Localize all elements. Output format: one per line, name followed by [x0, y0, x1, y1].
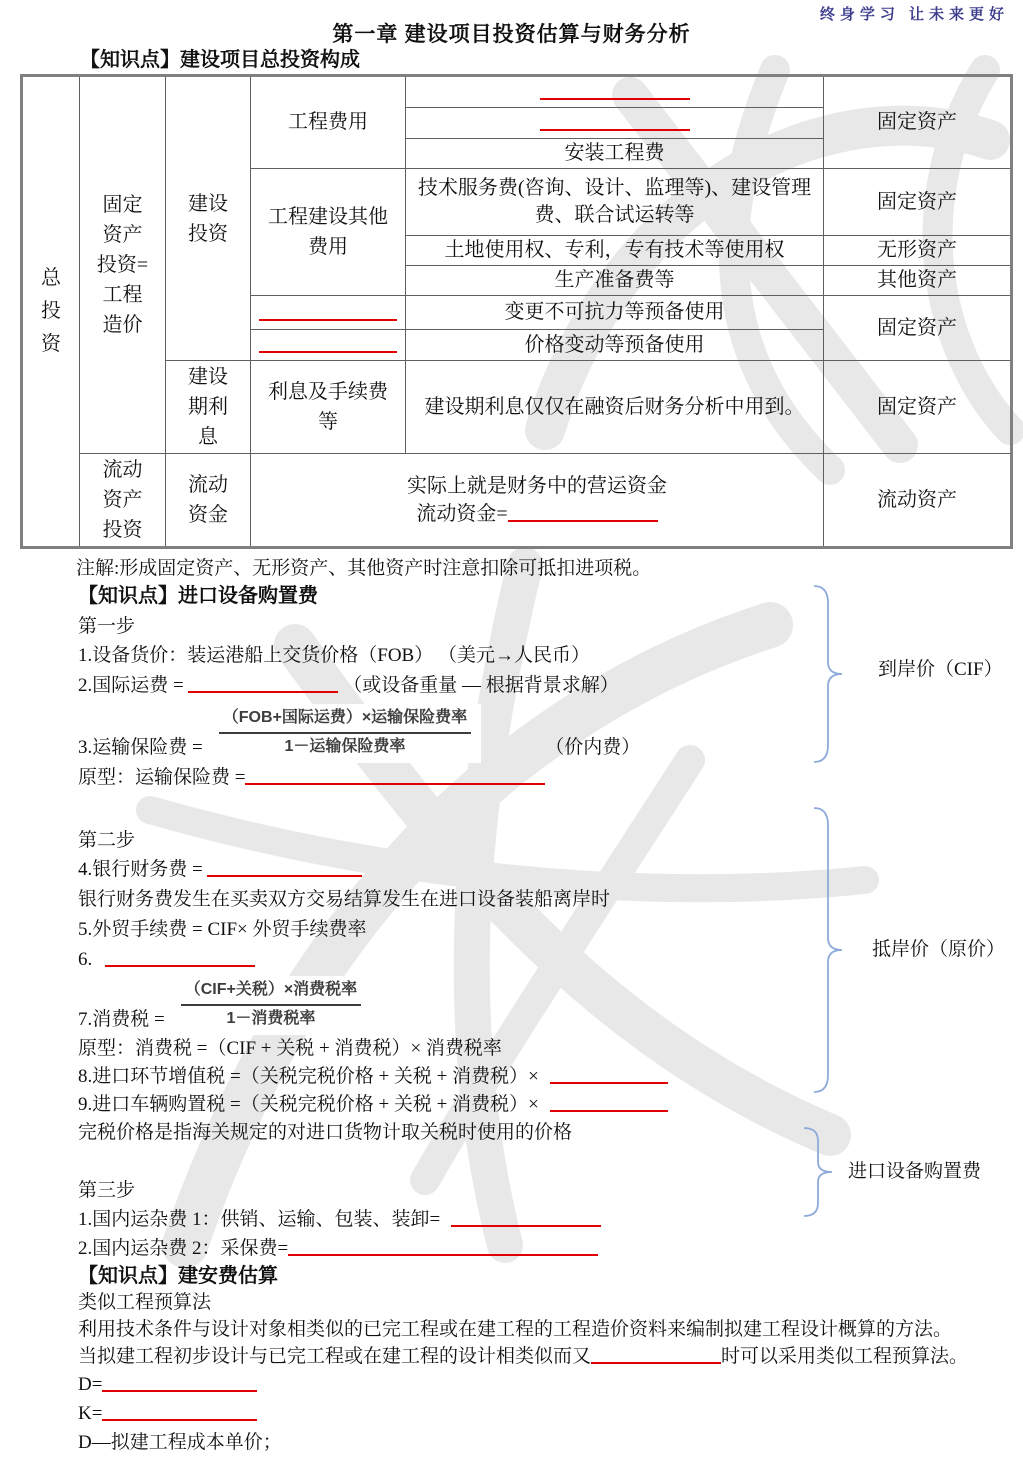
step2-line7: 8.进口环节增值税 =（关税完税价格 + 关税 + 消费税）×	[78, 1063, 1015, 1091]
cell-fixed-assets-1: 固定资产	[824, 76, 1012, 169]
step3-line2: 2.国内运杂费 2：采保费=	[78, 1234, 1015, 1263]
cell-construction-interest: 建设期利息	[166, 361, 251, 454]
blank-underline	[245, 764, 545, 785]
step1-title: 第一步	[78, 616, 136, 637]
cell-tech-service: 技术服务费(咨询、设计、监理等)、建设管理费、联合试运转等	[406, 169, 824, 236]
step2-line9: 完税价格是指海关规定的对进口货物计取关税时使用的价格	[78, 1122, 573, 1143]
cell-change-reserve: 变更不可抗力等预备使用	[406, 296, 824, 330]
d-line: D=	[78, 1370, 1015, 1399]
heading-kp3: 【知识点】建安费估算	[78, 1265, 278, 1287]
step2-line1: 4.银行财务费 =	[78, 855, 1015, 885]
cell-other-cost: 工程建设其他费用	[251, 169, 406, 296]
page-title: 第一章 建设项目投资估算与财务分析	[332, 22, 691, 46]
blank-underline	[105, 946, 255, 967]
cell-intangible-assets: 无形资产	[824, 236, 1012, 266]
blank-underline	[550, 1091, 668, 1112]
origin-price-brace	[812, 805, 852, 1095]
cell-working-capital: 流动资金	[166, 454, 251, 548]
blank-underline	[259, 331, 397, 353]
blank-underline	[207, 856, 362, 877]
cell-interest-note: 建设期利息仅仅在融资后财务分析中用到。	[406, 361, 824, 454]
step2-consumption-formula-line: 7.消费税 = $\frac{\text{（CIF+关税）×消费税率}}{\text{1－消费税率}}$	[78, 975, 1015, 1035]
step3-line1: 1.国内运杂费 1：供销、运输、包装、装卸=	[78, 1205, 1015, 1234]
blank-underline	[188, 672, 338, 693]
blank-underline	[102, 1371, 257, 1392]
step2-line8: 9.进口车辆购置税 =（关税完税价格 + 关税 + 消费税）×	[78, 1091, 1015, 1119]
d-note: D—拟建工程成本单价；	[78, 1432, 282, 1453]
cell-blank-3	[251, 296, 406, 330]
cell-fixed-assets-2: 固定资产	[824, 169, 1012, 236]
cif-brace	[812, 583, 852, 765]
brand-slogan: 终身学习 让未来更好	[819, 6, 1009, 23]
cell-current-asset-investment: 流动资产投资	[80, 454, 166, 548]
blank-underline	[540, 78, 690, 100]
cell-install-cost: 安装工程费	[406, 139, 824, 169]
step2-line4: 6.	[78, 945, 1015, 975]
cell-land-use: 土地使用权、专利，专有技术等使用权	[406, 236, 824, 266]
import-equip-brace-label: 进口设备购置费	[848, 1161, 982, 1182]
table-note: 注解:形成固定资产、无形资产、其他资产时注意扣除可抵扣进项税。	[76, 558, 652, 579]
cell-blank-1	[406, 76, 824, 108]
cell-blank-2	[406, 108, 824, 139]
cell-current-assets: 流动资产	[824, 454, 1012, 548]
cell-total-investment: 总投资	[22, 76, 80, 548]
blank-underline	[288, 1235, 598, 1256]
blank-underline	[451, 1206, 601, 1227]
kp3-para2: 当拟建工程初步设计与已完工程或在建工程的设计相类似而又 时可以采用类似工程预算法。	[36, 1343, 1015, 1370]
total-investment-table	[20, 74, 1013, 549]
step1-insurance-formula-line: 3.运输保险费 = $\frac{\text{（FOB+国际运费）×运输保险费率}}{\text{1－运输保险费率}}$ （价内费）	[78, 701, 1015, 763]
step2-title: 第二步	[78, 830, 136, 851]
heading-kp1: 【知识点】建设项目总投资构成	[80, 49, 360, 71]
step2-line3: 5.外贸手续费 = CIF× 外贸手续费率	[78, 919, 367, 940]
step2-line6: 原型：消费税 =（CIF + 关税 + 消费税）× 消费税率	[78, 1038, 502, 1059]
step1-line2: 2.国际运费 = （或设备重量 — 根据背景求解）	[78, 671, 1015, 701]
step1-line4: 原型：运输保险费 =	[78, 763, 1015, 793]
blank-underline	[550, 1063, 668, 1084]
cell-engineering-cost: 工程费用	[251, 76, 406, 169]
heading-kp2: 【知识点】进口设备购置费	[78, 585, 318, 607]
k-line: K=	[78, 1399, 1015, 1428]
cell-other-assets: 其他资产	[824, 266, 1012, 296]
kp3-para1: 利用技术条件与设计对象相类似的已完工程或在建工程的工程造价资料来编制拟建工程设计概算的方法。	[78, 1319, 953, 1340]
cell-blank-4	[251, 330, 406, 361]
cell-fixed-assets-3: 固定资产	[824, 296, 1012, 361]
cell-interest-fees: 利息及手续费等	[251, 361, 406, 454]
kp3-line1: 类似工程预算法	[78, 1292, 212, 1313]
step1-line1: 1.设备货价：装运港船上交货价格（FOB） （美元→人民币）	[78, 645, 590, 666]
blank-underline	[591, 1343, 721, 1364]
blank-underline	[540, 109, 690, 131]
step3-title: 第三步	[78, 1180, 136, 1201]
cell-fixed-assets-4: 固定资产	[824, 361, 1012, 454]
cif-brace-label: 到岸价（CIF）	[878, 659, 1003, 680]
origin-price-brace-label: 抵岸价（原价）	[872, 939, 1006, 960]
cell-price-reserve: 价格变动等预备使用	[406, 330, 824, 361]
cell-construction-investment: 建设投资	[166, 76, 251, 361]
import-equip-brace	[802, 1125, 842, 1219]
insurance-fee-formula: $\frac{\text{（FOB+国际运费）×运输保险费率}}{\text{1－运输保险费率}}$	[209, 704, 481, 763]
consumption-tax-formula: $\frac{\text{（CIF+关税）×消费税率}}{\text{1－消费税率}}$	[171, 976, 371, 1035]
blank-underline	[508, 500, 658, 522]
blank-underline	[259, 299, 397, 321]
blank-underline	[102, 1400, 257, 1421]
cell-fixed-asset-investment: 固定资产投资=工程造价	[80, 76, 166, 454]
step2-line2: 银行财务费发生在买卖双方交易结算发生在进口设备装船离岸时	[78, 889, 611, 910]
cell-working-capital-note: 实际上就是财务中的营运资金 流动资金=	[251, 454, 824, 548]
cell-production-prep: 生产准备费等	[406, 266, 824, 296]
